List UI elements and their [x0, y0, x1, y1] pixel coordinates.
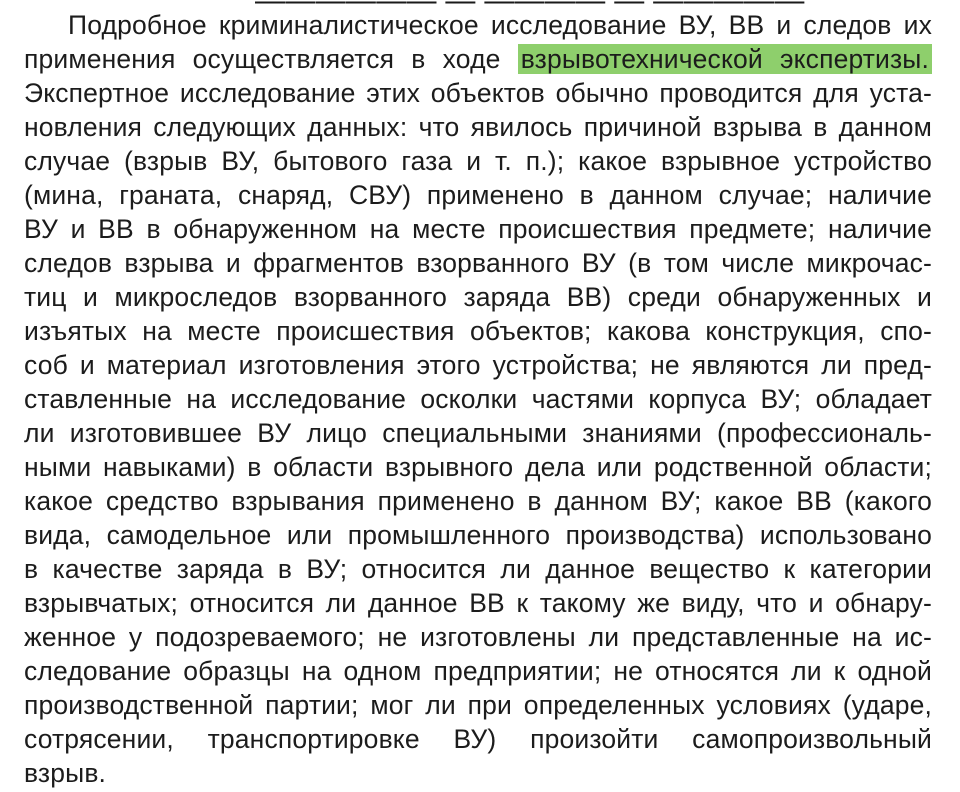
text-line: новления следующих данных: что явилось причиной взрыва в данном — [24, 112, 932, 142]
text-line: случае (взрыв ВУ, бытового газа и т. п.); какое взрывное устройство — [24, 146, 932, 176]
text-line: ными навыками) в области взрывного дела или родственной области; — [24, 452, 932, 482]
text-line: Подробное криминалистическое исследование ВУ, ВВ и следов их — [68, 10, 932, 40]
highlighted-term[interactable]: взрывотехнической экспертизы. — [518, 44, 932, 74]
text-line: следование образцы на одном предприятии; не относятся ли к одной — [24, 656, 932, 686]
text-line: ли изготовившее ВУ лицо специальными знаниями (профессиональ- — [24, 418, 932, 448]
text-line: соб и материал изготовления этого устройства; не являются ли пред- — [24, 350, 932, 380]
text-line: ставленные на исследование осколки частями корпуса ВУ; обладает — [24, 384, 932, 414]
text-line: какое средство взрывания применено в данном ВУ; какое ВВ (какого — [24, 486, 932, 516]
text-line: женное у подозреваемого; не изготовлены ли представленные на ис- — [24, 622, 932, 652]
text-line: в качестве заряда в ВУ; относится ли данное вещество к категории — [24, 554, 932, 584]
text-line: Экспертное исследование этих объектов обычно проводится для уста- — [24, 78, 932, 108]
text-line: вида, самодельное или промышленного производства) использовано — [24, 520, 932, 550]
text-line: тиц и микроследов взорванного заряда ВВ) среди обнаруженных и — [24, 282, 932, 312]
text-line: взрывчатых; относится ли данное ВВ к такому же виду, что и обнару- — [24, 588, 932, 618]
text-line: ВУ и ВВ в обнаруженном на месте происшествия предмете; наличие — [24, 214, 932, 244]
text-line-last: взрыв. — [24, 758, 107, 788]
text-line: изъятых на месте происшествия объектов; какова конструкция, спо- — [24, 316, 932, 346]
text-line: производственной партии; мог ли при определенных условиях (ударе, — [24, 690, 932, 720]
text-line: сотрясении, транспортировке ВУ) произойти самопроизвольный — [24, 724, 932, 754]
text-line-with-highlight — [24, 42, 932, 76]
paragraph — [24, 8, 932, 790]
text-line: (мина, граната, снаряд, СВУ) применено в данном случае; наличие — [24, 180, 932, 210]
text-line: следов взрыва и фрагментов взорванного ВУ (в том числе микрочас- — [24, 248, 932, 278]
clipped-previous-line: —————— — ———— — ————— — [255, 0, 805, 17]
text-line-start: применения осуществляется в ходе — [24, 44, 501, 74]
